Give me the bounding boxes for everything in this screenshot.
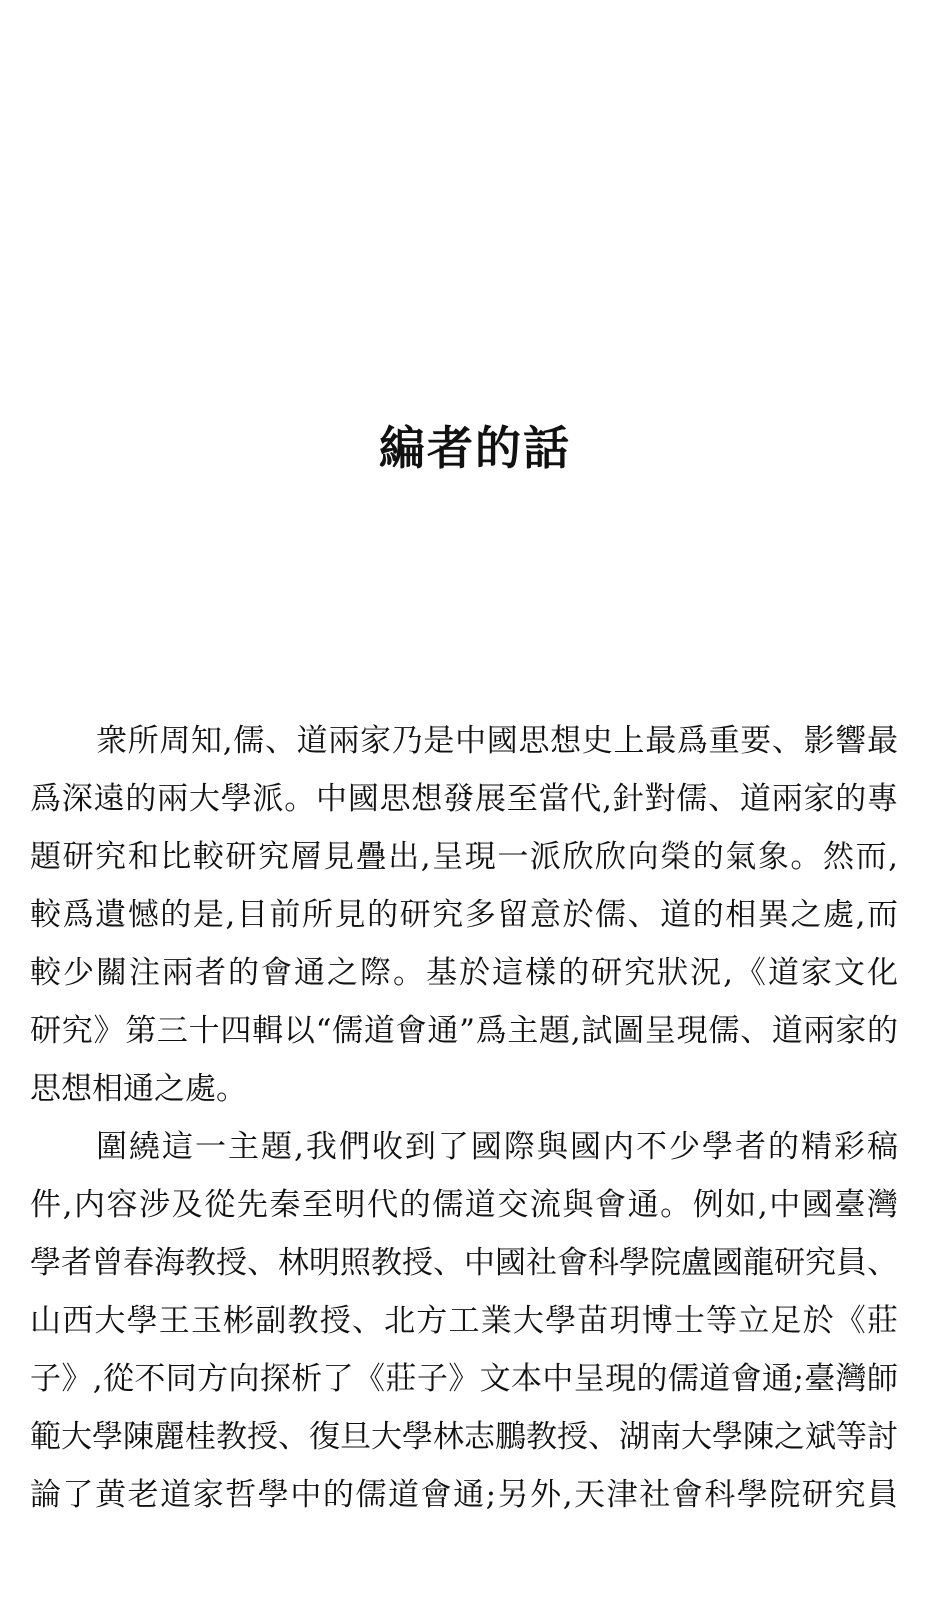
text-line: 山西大學王玉彬副教授、北方工業大學苗玥博士等立足於《莊 bbox=[30, 1303, 898, 1339]
text-line: 子》,從不同方向探析了《莊子》文本中呈現的儒道會通;臺灣師 bbox=[30, 1361, 898, 1397]
text-line: 較爲遺憾的是,目前所見的研究多留意於儒、道的相異之處,而 bbox=[30, 897, 898, 933]
body-text bbox=[30, 712, 898, 1524]
text-line: 圍繞這一主題,我們收到了國際與國内不少學者的精彩稿 bbox=[96, 1129, 898, 1165]
text-line: 較少關注兩者的會通之際。基於這樣的研究狀況,《道家文化 bbox=[30, 955, 898, 991]
page-title: 編者的話 bbox=[379, 421, 571, 475]
paragraph-2 bbox=[30, 1118, 898, 1524]
text-line: 衆所周知,儒、道兩家乃是中國思想史上最爲重要、影響最 bbox=[96, 723, 898, 759]
text-line: 範大學陳麗桂教授、復旦大學林志鵬教授、湖南大學陳之斌等討 bbox=[30, 1419, 898, 1455]
text-line: 爲深遠的兩大學派。中國思想發展至當代,針對儒、道兩家的專 bbox=[30, 781, 898, 817]
paragraph-1 bbox=[30, 712, 898, 1118]
text-line: 論了黄老道家哲學中的儒道會通;另外,天津社會科學院研究員 bbox=[30, 1477, 898, 1513]
text-line: 學者曾春海教授、林明照教授、中國社會科學院盧國龍研究員、 bbox=[30, 1245, 898, 1281]
text-line: 思想相通之處。 bbox=[30, 1071, 247, 1107]
text-line: 題研究和比較研究層見疊出,呈現一派欣欣向榮的氣象。然而, bbox=[30, 839, 898, 875]
text-line: 件,内容涉及從先秦至明代的儒道交流與會通。例如,中國臺灣 bbox=[30, 1187, 898, 1223]
text-line: 研究》第三十四輯以“儒道會通”爲主題,試圖呈現儒、道兩家的 bbox=[30, 1013, 898, 1049]
